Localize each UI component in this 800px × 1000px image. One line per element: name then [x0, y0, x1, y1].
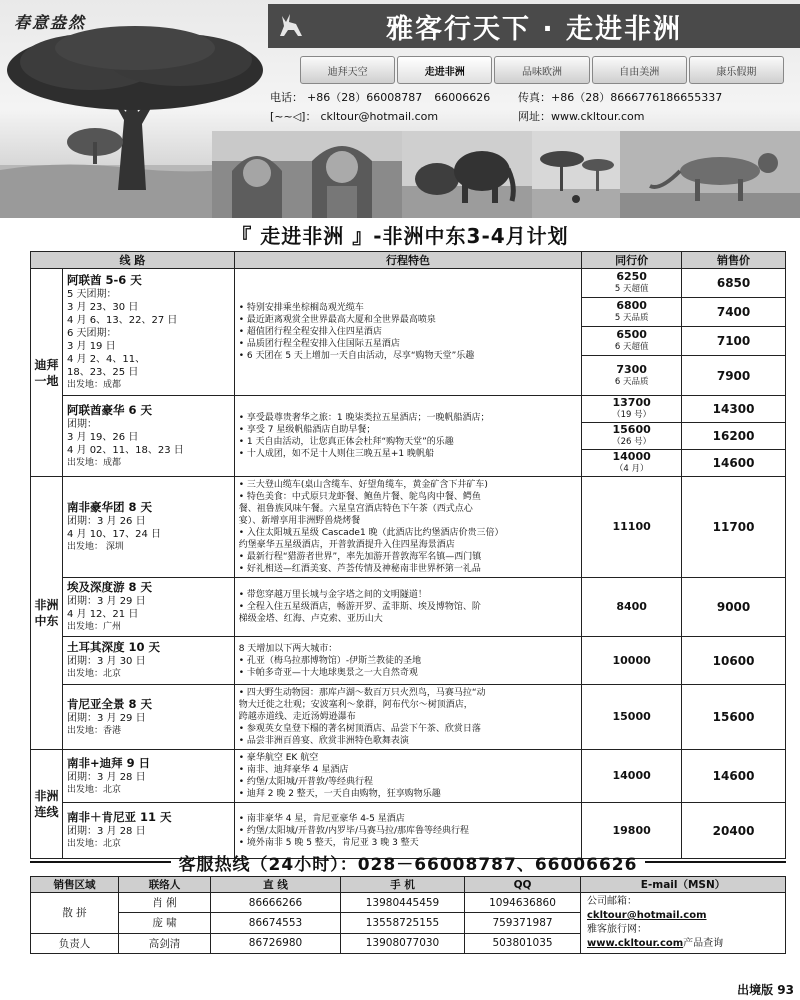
route-features	[234, 578, 581, 637]
tab-america[interactable]: 自由美洲	[592, 56, 687, 84]
region-africa-me: 非洲中东	[31, 477, 63, 750]
route-name: 南非+迪拜 9 日	[66, 755, 151, 770]
hotline-bar	[30, 851, 786, 873]
tab-europe[interactable]: 品味欧洲	[494, 56, 589, 84]
fax-2: 86655337	[666, 91, 723, 104]
route-line: 团期：3 月 29 日	[66, 596, 146, 607]
sale-price: 14600	[682, 750, 786, 803]
page-number: 出境版 93	[737, 983, 794, 997]
feature-line: • 最近距离观赏全世界最高大厦和全世界最高喷泉	[238, 315, 436, 325]
feature-line: • 特色美食：中式原只龙虾餐、鲍鱼片餐、鸵鸟肉中餐、鳄鱼	[238, 492, 481, 502]
peer-price: 10000	[582, 637, 682, 685]
feature-line: • 超值团行程全程安排入住四星酒店	[238, 327, 382, 337]
company-web-link[interactable]: www.ckltour.com	[587, 938, 684, 949]
peer-price-note: 6 天品质	[614, 376, 649, 387]
route-line: 4 月 2、4、11、	[66, 353, 146, 365]
route-features	[234, 685, 581, 750]
route-line: 团期：3 月 26 日	[66, 516, 146, 527]
peer-price: 11100	[582, 477, 682, 578]
peer-price: 14000	[582, 750, 682, 803]
peer-price-note: （4 月）	[614, 464, 649, 474]
table-row	[31, 578, 786, 637]
contact-person: 肖 俐	[119, 893, 211, 913]
contact-direct: 86666266	[211, 893, 341, 913]
company-web-suffix: 产品查询	[683, 938, 724, 949]
company-web-label: 雅客旅行网：	[587, 924, 647, 935]
feature-line: • 特别安排乘坐棕榈岛观光缆车	[238, 303, 364, 313]
route-line: 团期：3 月 29 日	[66, 712, 146, 724]
web-label: 网址：	[518, 110, 551, 123]
table-row	[31, 893, 786, 913]
peer-price-note: 5 天品质	[614, 313, 649, 323]
route-south-africa-luxury	[62, 477, 234, 578]
feature-line: 宴）、新增享用非洲野兽烧烤餐	[238, 516, 361, 526]
contact-qq: 759371987	[465, 913, 581, 933]
route-line: 团期：3 月 30 日	[66, 656, 146, 667]
contact-mobile: 13980445459	[341, 893, 465, 913]
header-qq: QQ	[465, 877, 581, 893]
sale-price: 20400	[682, 803, 786, 859]
feature-line: • 享受 7 星级帆船酒店自助早餐；	[238, 425, 376, 435]
route-name: 阿联酋 5-6 天	[66, 272, 142, 287]
contact-direct: 86674553	[211, 913, 341, 933]
route-sa-dubai	[62, 750, 234, 803]
photo-savanna	[532, 131, 620, 218]
sale-price: 16200	[682, 423, 786, 450]
route-line: 4 月 10、17、24 日	[66, 529, 162, 540]
feature-line: • 6 天团在 5 天上增加一天自由活动，尽享“购物天堂”乐趣	[238, 351, 475, 361]
header-web-link[interactable]: www.ckltour.com	[551, 110, 645, 123]
peer-price-value: 7300	[616, 362, 647, 376]
feature-line: • 约堡/太阳城/开普敦/内罗毕/马赛马拉/那库鲁等经典行程	[238, 825, 470, 836]
sale-price: 15600	[682, 685, 786, 750]
tab-dubai[interactable]: 迪拜天空	[300, 56, 395, 84]
feature-line: • 迪拜 2 晚 2 整天，一天自由购物，狂享购物乐趣	[238, 789, 441, 799]
feature-line: 梯级金塔、红海、卢克索、亚历山大	[238, 614, 383, 624]
header-peer-price: 同行价	[582, 252, 682, 269]
fax-label: 传真：	[518, 91, 551, 104]
route-departure: 出发地：香港	[66, 725, 121, 736]
phone-1: +86（28）66008787	[307, 91, 423, 104]
peer-price	[582, 356, 682, 396]
sale-price: 11700	[682, 477, 786, 578]
feature-line: 8 天增加以下两大城市：	[238, 643, 338, 654]
hotline-text: 客服热线（24小时）：028－66008787、66006626	[178, 854, 638, 875]
feature-line: • 品尝非洲百兽宴、欣赏非洲特色歌舞表演	[238, 736, 409, 746]
feature-line: • 十人成团，如不足十人则住三晚五星+1 晚帆船	[238, 449, 435, 459]
route-name: 肯尼亚全景 8 天	[66, 696, 152, 711]
peer-price	[582, 269, 682, 298]
divider	[645, 861, 786, 863]
route-departure: 出发地：北京	[66, 784, 121, 795]
region-dubai: 迪拜一地	[31, 269, 63, 477]
route-line: 团期：3 月 28 日	[66, 826, 146, 837]
feature-line: • 南非、迪拜豪华 4 星酒店	[238, 765, 349, 775]
header-sale-price: 销售价	[682, 252, 786, 269]
sale-price: 7100	[682, 327, 786, 356]
feature-line: • 好礼相送—红酒美宴、芦荟传情及神秘南非世界杯第一礼品	[238, 564, 481, 574]
route-features	[234, 477, 581, 578]
peer-price-value: 13700	[612, 396, 651, 409]
table-row	[31, 750, 786, 803]
route-line: 5 天团期：	[66, 288, 117, 300]
feature-line: • 最新行程“猎游者世界”，率先加游开普敦海军名镇—西门镇	[238, 552, 482, 562]
category-tabs	[300, 56, 784, 84]
peer-price-note: 6 天超值	[614, 342, 649, 352]
headline	[0, 218, 800, 251]
phone-2: 66006626	[434, 91, 491, 104]
route-line: 18、23、25 日	[66, 366, 139, 378]
route-line: 3 月 23、30 日	[66, 301, 139, 313]
peer-price: 8400	[582, 578, 682, 637]
contact-person: 高剑清	[119, 933, 211, 953]
gazelle-icon	[274, 8, 308, 42]
company-email-label: 公司邮箱：	[587, 896, 637, 907]
peer-price-note: （19 号）	[612, 410, 652, 420]
feature-line: • 卡帕多奇亚—十大地球奥景之一大自然奇观	[238, 667, 418, 678]
sale-price: 9000	[682, 578, 786, 637]
peer-price	[582, 327, 682, 356]
route-turkey	[62, 637, 234, 685]
route-line: 4 月 02、11、18、23 日	[66, 444, 184, 456]
route-departure: 出发地：广州	[66, 622, 121, 632]
peer-price	[582, 450, 682, 477]
contact-qq: 1094636860	[465, 893, 581, 913]
feature-line: • 品质团行程全程安排入住国际五星酒店	[238, 339, 400, 349]
feature-line: • 全程入住五星级酒店，畅游开罗、孟菲斯、埃及博物馆、阶	[238, 602, 481, 612]
route-name: 阿联酋豪华 6 天	[66, 402, 152, 417]
contact-mobile: 13558725155	[341, 913, 465, 933]
table-row	[31, 269, 786, 298]
header-mobile: 手 机	[341, 877, 465, 893]
route-name: 南非豪华团 8 天	[66, 500, 152, 514]
feature-line: • 豪华航空 EK 航空	[238, 753, 319, 763]
itinerary-table	[30, 251, 786, 859]
photo-strip	[212, 131, 800, 218]
peer-price-value: 14000	[612, 450, 651, 463]
sale-price: 7900	[682, 356, 786, 396]
feature-line: • 1 天自由活动，让您真正体会杜拜“购物天堂”的乐趣	[238, 437, 454, 447]
peer-price	[582, 423, 682, 450]
contact-direct: 86726980	[211, 933, 341, 953]
route-line: 3 月 19 日	[66, 340, 116, 352]
feature-line: • 南非豪华 4 星，肯尼亚豪华 4-5 星酒店	[238, 813, 405, 824]
company-contact-info	[581, 893, 786, 954]
feature-line: • 四大野生动物园：那库卢湖～数百万只火烈鸟，马赛马拉“动	[238, 688, 486, 698]
feature-line: • 境外南非 5 晚 5 整天，肯尼亚 3 晚 3 整天	[238, 837, 419, 848]
headline-text: 『 走进非洲 』-非洲中东3-4月计划	[231, 224, 569, 248]
sale-price: 10600	[682, 637, 786, 685]
peer-price-value: 6500	[616, 328, 647, 341]
header-area: 销售区域	[31, 877, 119, 893]
route-kenya	[62, 685, 234, 750]
route-departure: 出发地：北京	[66, 669, 121, 679]
route-features	[234, 750, 581, 803]
tab-leisure[interactable]: 康乐假期	[689, 56, 784, 84]
contact-person: 庞 啸	[119, 913, 211, 933]
feature-line: • 入住太阳城五星级 Cascade1 晚（此酒店比约堡酒店价贵三倍）	[238, 528, 504, 538]
tab-africa[interactable]: 走进非洲	[397, 56, 492, 84]
sale-price: 14300	[682, 396, 786, 423]
area-retail: 散 拼	[31, 893, 119, 934]
region-africa-link: 非洲连线	[31, 750, 63, 859]
feature-line: • 孔亚（梅乌拉那博物馆）-伊斯兰教徒的圣地	[238, 655, 422, 666]
phone-label: 电话：	[270, 91, 303, 104]
company-email-link[interactable]: ckltour@hotmail.com	[587, 910, 707, 921]
header-email-link[interactable]: ckltour@hotmail.com	[320, 110, 439, 123]
feature-line: • 参观英女皇登下榻的著名树顶酒店、品尝下午茶、欣赏日落	[238, 724, 481, 734]
header-route: 线 路	[31, 252, 235, 269]
divider	[30, 861, 171, 863]
route-line: 4 月 12、21 日	[66, 609, 139, 620]
route-uae-luxury	[62, 396, 234, 477]
route-line: 3 月 19、26 日	[66, 431, 139, 443]
route-departure: 出发地：成都	[66, 379, 121, 390]
route-name: 南非＋肯尼亚 11 天	[66, 810, 172, 824]
photo-cheetah	[620, 131, 800, 218]
page-title: 雅客行天下 · 走进非洲	[385, 13, 683, 45]
sale-price: 6850	[682, 269, 786, 298]
title-bar	[268, 4, 800, 48]
contacts-table	[30, 876, 786, 954]
route-departure: 出发地：北京	[66, 839, 121, 849]
table-row	[31, 685, 786, 750]
route-uae-5-6	[62, 269, 234, 396]
contact-fax	[518, 89, 722, 105]
feature-line: • 三大登山缆车(桌山含缆车、好望角缆车，黄金矿含下井矿车)	[238, 480, 488, 490]
photo-pharaoh-statues	[212, 131, 402, 218]
feature-line: 餐、祖鲁族风味午餐。六星皇宫酒店特色下午茶（西式点心	[238, 504, 473, 514]
route-line: 团期：3 月 28 日	[66, 771, 146, 783]
contacts-header-row	[31, 877, 786, 893]
brand-mark: 春意盎然	[14, 13, 87, 32]
peer-price-value: 15600	[612, 423, 651, 436]
peer-price-note: （26 号）	[612, 437, 652, 447]
peer-price	[582, 396, 682, 423]
peer-price-value: 6800	[616, 299, 647, 312]
feature-line: • 约堡/太阳城/开普敦/等经典行程	[238, 777, 373, 787]
route-egypt	[62, 578, 234, 637]
feature-line: 物大迁徙之壮观；安波塞利～象群，阿布代尔～树顶酒店，	[238, 700, 473, 710]
header-banner	[0, 0, 800, 218]
route-line: 4 月 6、13、22、27 日	[66, 314, 178, 326]
route-name: 土耳其深度 10 天	[66, 640, 160, 654]
photo-elephants	[402, 131, 532, 218]
peer-price-value: 6250	[616, 270, 647, 283]
contact-qq: 503801035	[465, 933, 581, 953]
sale-price: 14600	[682, 450, 786, 477]
contact-email	[270, 108, 450, 124]
route-line: 6 天团期：	[66, 327, 117, 339]
feature-line: 跨越赤道线、走近汤姆逊瀑布	[238, 712, 356, 722]
peer-price: 15000	[582, 685, 682, 750]
route-line: 团期：	[66, 418, 97, 430]
route-departure: 出发地： 深圳	[66, 542, 124, 552]
contact-phone	[270, 89, 502, 105]
header-features: 行程特色	[234, 252, 581, 269]
feature-line: • 带您穿越万里长城与金字塔之间的文明隧道！	[238, 590, 427, 600]
peer-price: 19800	[582, 803, 682, 859]
peer-price	[582, 298, 682, 327]
email-label: [~~◁]：	[270, 110, 317, 123]
sale-price: 7400	[682, 298, 786, 327]
table-row	[31, 637, 786, 685]
route-departure: 出发地：成都	[66, 457, 121, 468]
table-row	[31, 477, 786, 578]
feature-line: • 享受最尊贵奢华之旅：1 晚柒类拉五星酒店；一晚帆船酒店；	[238, 413, 490, 423]
header-email: E-mail（MSN）	[581, 877, 786, 893]
peer-price-note: 5 天超值	[614, 284, 649, 294]
area-head: 负责人	[31, 933, 119, 953]
feature-line: 约堡豪华五星级酒店，开普敦酒提升入住四星海景酒店	[238, 540, 455, 550]
route-features	[234, 269, 581, 396]
table-header-row	[31, 252, 786, 269]
contact-mobile: 13908077030	[341, 933, 465, 953]
fax-1: +86（28）86667761	[551, 91, 667, 104]
header-direct: 直 线	[211, 877, 341, 893]
table-row	[31, 396, 786, 423]
route-name: 埃及深度游 8 天	[66, 580, 152, 594]
route-features	[234, 637, 581, 685]
contact-web	[518, 108, 644, 124]
route-features	[234, 396, 581, 477]
header-person: 联络人	[119, 877, 211, 893]
